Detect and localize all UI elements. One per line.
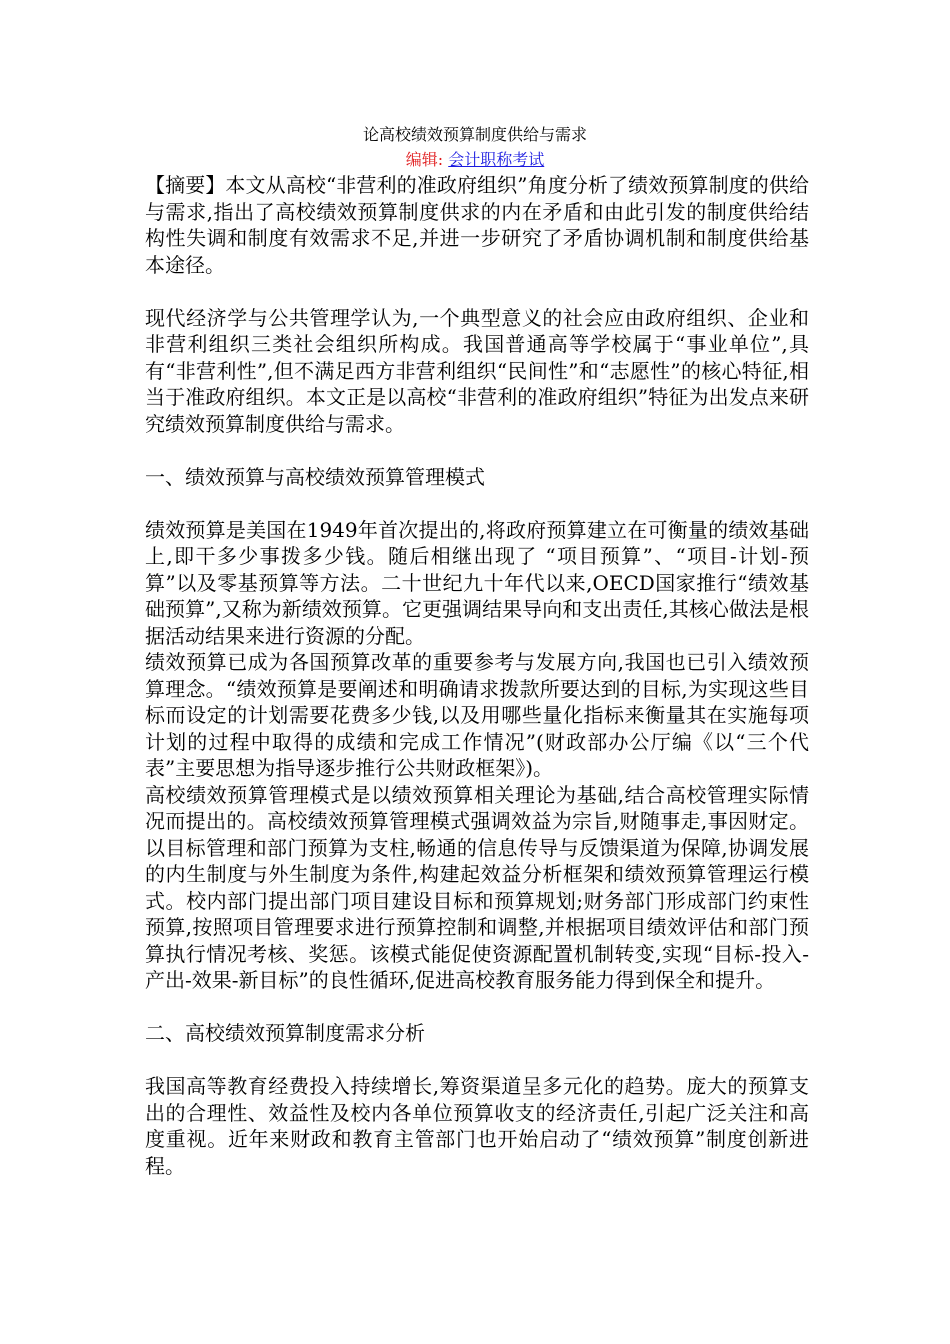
editor-line [0, 149, 950, 171]
body-paragraph: 高校绩效预算管理模式是以绩效预算相关理论为基础,结合高校管理实际情况而提出的。高校绩效预算管理模式强调效益为宗旨,财随事走,事因财定。以目标管理和部门预算为支柱,畅通的信息传导与反馈渠道为保障,协调发展的内生制度与外生制度为条件,构建起效益分析框架和绩效预算管理运行模式。校内部门提出部门项目建设目标和预算规划;财务部门形成部门约束性预算,按照项目管理要求进行预算控制和调整,并根据项目绩效评估和部门预算执行情况考核、奖惩。该模式能促使资源配置机制转变,实现“目标-投入-产出-效果-新目标”的良性循环,促进高校教育服务能力得到保全和提升。 [145, 782, 809, 992]
body-paragraph: 我国高等教育经费投入持续增长,筹资渠道呈多元化的趋势。庞大的预算支出的合理性、效益性及校内各单位预算收支的经济责任,引起广泛关注和高度重视。近年来财政和教育主管部门也开始启动了“绩效预算”制度创新进程。 [145, 1074, 809, 1178]
section-heading: 一、绩效预算与高校绩效预算管理模式 [145, 464, 485, 489]
document-title: 论高校绩效预算制度供给与需求 [362, 125, 587, 144]
abstract-paragraph: 【摘要】本文从高校“非营利的准政府组织”角度分析了绩效预算制度的供给与需求,指出了高校绩效预算制度供求的内在矛盾和由此引发的制度供给结构性失调和制度有效需求不足,并进一步研究了矛盾协调机制和制度供给基本途径。 [145, 173, 809, 277]
editor-label: 编辑: [405, 150, 444, 169]
body-paragraph: 绩效预算是美国在1949年首次提出的,将政府预算建立在可衡量的绩效基础上,即干多少事拨多少钱。随后相继出现了 “项目预算”、“项目-计划-预算”以及零基预算等方法。二十世纪九十年代以来,OECD国家推行“绩效基础预算”,又称为新绩效预算。它更强调结果导向和支出责任,其核心做法是根据活动结果来进行资源的分配。 [145, 517, 809, 648]
editor-link[interactable]: 会计职称考试 [448, 150, 545, 169]
section-heading: 二、高校绩效预算制度需求分析 [145, 1021, 425, 1045]
body-paragraph: 现代经济学与公共管理学认为,一个典型意义的社会应由政府组织、企业和非营利组织三类社会组织所构成。我国普通高等学校属于“事业单位”,具有“非营利性”,但不满足西方非营利组织“民间性”和“志愿性”的核心特征,相当于准政府组织。本文正是以高校“非营利的准政府组织”特征为出发点来研究绩效预算制度供给与需求。 [145, 305, 809, 436]
document-body [145, 172, 809, 1179]
body-paragraph: 绩效预算已成为各国预算改革的重要参考与发展方向,我国也已引入绩效预算理念。“绩效预算是要阐述和明确请求拨款所要达到的目标,为实现这些目标而设定的计划需要花费多少钱,以及用哪些量化指标来衡量其在实施每项计划的过程中取得的成绩和完成工作情况”(财政部办公厅编《以“三个代表”主要思想为指导逐步推行公共财政框架》)。 [145, 650, 809, 780]
